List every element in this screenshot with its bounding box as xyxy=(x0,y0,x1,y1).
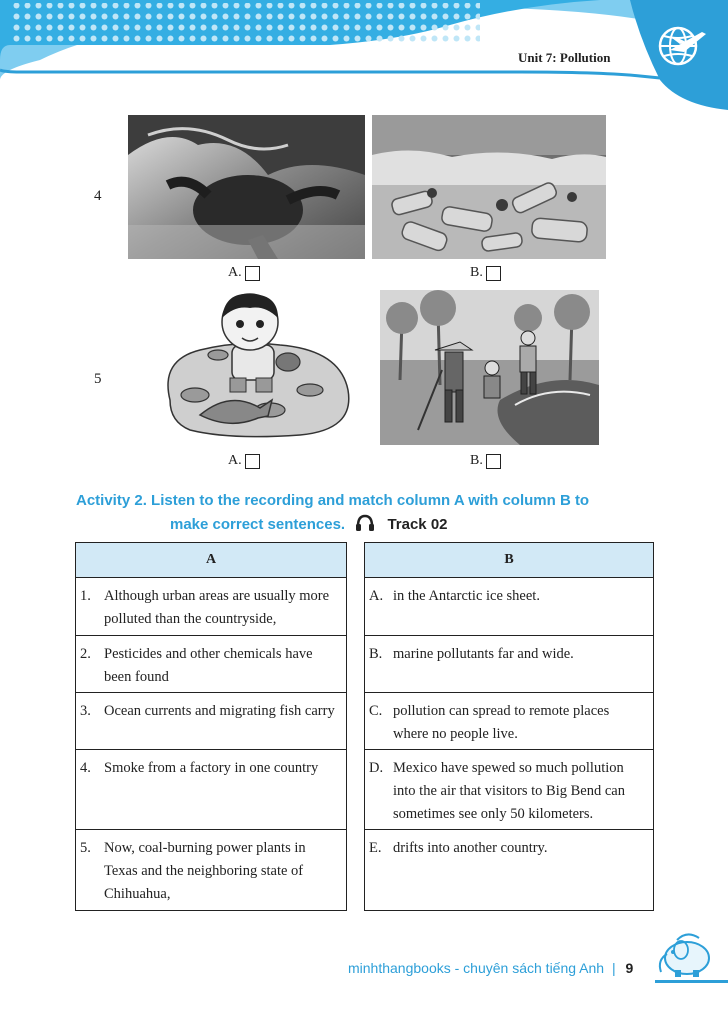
table-row xyxy=(365,830,653,910)
item-number: 2. xyxy=(80,646,91,662)
item-text: drifts into another country. xyxy=(393,840,548,856)
checkbox[interactable] xyxy=(245,454,260,469)
question-number: 5 xyxy=(94,371,102,387)
item-text: Now, coal-burning power plants in Texas and the neighboring state of Chihuahua, xyxy=(104,840,306,902)
unit-title: Unit 7: Pollution xyxy=(518,50,611,65)
plastic-bottles-on-beach-image xyxy=(372,115,606,259)
column-b xyxy=(364,542,654,911)
header-banner xyxy=(0,0,728,110)
item-letter: D. xyxy=(369,760,384,776)
table-row xyxy=(365,578,653,636)
page-number: 9 xyxy=(625,960,634,976)
item-text: in the Antarctic ice sheet. xyxy=(393,588,540,604)
option-b-checkbox[interactable] xyxy=(470,453,501,469)
publisher-text: minhthangbooks - chuyên sách tiếng Anh xyxy=(348,960,605,976)
item-number: 1. xyxy=(80,588,91,604)
table-row xyxy=(365,750,653,830)
item-number: 4. xyxy=(80,760,91,776)
item-letter: E. xyxy=(369,840,382,856)
table-row xyxy=(76,830,346,910)
option-a-checkbox[interactable] xyxy=(228,453,260,469)
footer-separator: | xyxy=(611,960,616,976)
oil-spill-sea-turtle-image xyxy=(128,115,365,259)
footer-rule xyxy=(655,980,728,983)
checkbox[interactable] xyxy=(486,266,501,281)
track-label: Track 02 xyxy=(387,516,448,533)
people-cleaning-park-image xyxy=(380,290,599,445)
item-letter: A. xyxy=(369,588,384,604)
option-label: A. xyxy=(228,265,242,280)
column-a-header: A xyxy=(76,543,346,578)
table-row xyxy=(76,750,346,830)
activity-instructions xyxy=(76,489,656,537)
item-number: 5. xyxy=(80,840,91,856)
option-label: A. xyxy=(228,453,242,468)
item-text: Pesticides and other chemicals have been found xyxy=(104,646,313,685)
option-a-checkbox[interactable] xyxy=(228,265,260,281)
table-row xyxy=(365,636,653,693)
item-text: marine pollutants far and wide. xyxy=(393,646,574,662)
option-b-checkbox[interactable] xyxy=(470,265,501,281)
item-text: pollution can spread to remote places where no people live. xyxy=(393,703,610,742)
elephant-mascot-icon xyxy=(655,930,719,978)
checkbox[interactable] xyxy=(486,454,501,469)
item-letter: B. xyxy=(369,646,383,662)
column-a xyxy=(75,542,347,911)
table-row xyxy=(365,693,653,750)
activity-title-cont: make correct sentences. xyxy=(170,516,346,533)
table-row xyxy=(76,578,346,636)
item-text: Ocean currents and migrating fish carry xyxy=(104,703,335,719)
boy-catching-fish-image xyxy=(160,290,355,442)
question-number: 4 xyxy=(94,188,102,204)
item-text: Smoke from a factory in one country xyxy=(104,760,319,776)
table-row xyxy=(76,693,346,750)
globe-airplane-icon xyxy=(650,20,710,72)
column-b-header: B xyxy=(365,543,653,578)
option-label: B. xyxy=(470,265,483,280)
headphones-icon[interactable] xyxy=(355,514,375,532)
page-footer xyxy=(348,960,633,976)
item-text: Mexico have spewed so much pollution into the air that visitors to Big Bend can sometimes see only 50 kilometers. xyxy=(393,760,625,822)
item-number: 3. xyxy=(80,703,91,719)
checkbox[interactable] xyxy=(245,266,260,281)
page-header xyxy=(0,0,728,110)
item-letter: C. xyxy=(369,703,383,719)
option-label: B. xyxy=(470,453,483,468)
item-text: Although urban areas are usually more polluted than the countryside, xyxy=(104,588,330,627)
activity-title: Activity 2. Listen to the recording and match column A with column B to xyxy=(76,492,590,509)
table-row xyxy=(76,636,346,693)
